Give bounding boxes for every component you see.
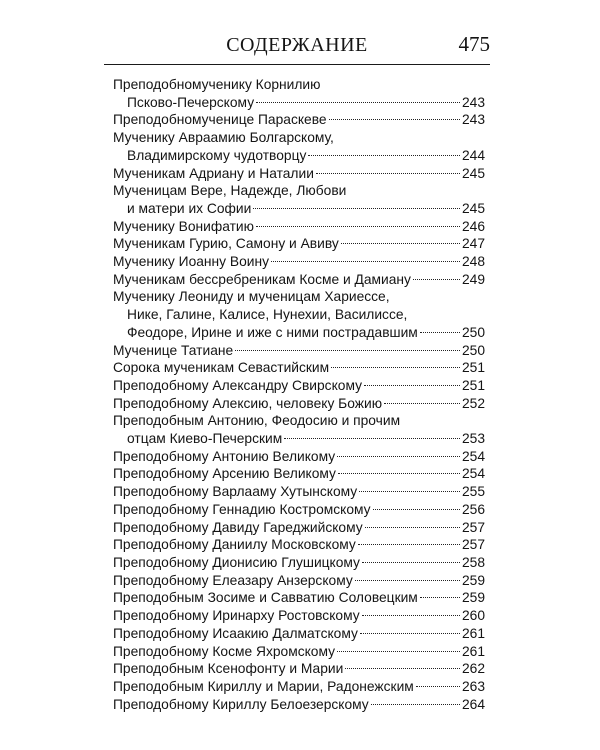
toc-entry-page: 245: [461, 165, 485, 181]
toc-entry-line: [113, 111, 485, 129]
dot-leader: [358, 544, 460, 545]
dot-leader: [384, 403, 460, 404]
toc-entry-title: Преподобномученице Параскеве: [113, 112, 327, 128]
toc-entry-line: [113, 253, 485, 271]
toc-entry-title: Преподобным Зосиме и Савватию Соловецким: [113, 590, 418, 606]
page-header: [104, 26, 490, 62]
toc-entry: [113, 536, 485, 554]
toc-entry: [113, 660, 485, 678]
toc-entry-title: Преподобному Кириллу Белоезерскому: [113, 696, 369, 712]
toc-entry-line: [113, 324, 485, 342]
toc-entry-line: [113, 412, 485, 430]
toc-entry-title: Преподобному Геннадию Костромскому: [113, 501, 371, 517]
toc-entry: [113, 182, 485, 217]
toc-entry: [113, 554, 485, 572]
toc-entry: [113, 359, 485, 377]
toc-entry: [113, 678, 485, 696]
dot-leader: [420, 332, 460, 333]
toc-entry-line: [113, 483, 485, 501]
toc-entry-title: Преподобному Арсению Великому: [113, 466, 336, 482]
toc-entry: [113, 395, 485, 413]
toc-entry-page: 243: [461, 112, 485, 128]
toc-entry-line: [113, 448, 485, 466]
toc-entry-line: [113, 589, 485, 607]
toc-entry: [113, 607, 485, 625]
toc-entry-page: 260: [461, 608, 485, 624]
toc-entry-page: 258: [461, 554, 485, 570]
toc-entry-line: [113, 359, 485, 377]
toc-entry-title: Преподобному Алексию, человеку Божию: [113, 395, 383, 411]
toc-entry: [113, 589, 485, 607]
toc-entry: [113, 111, 485, 129]
toc-entry: [113, 483, 485, 501]
toc-entry-line: [113, 94, 485, 112]
dot-leader: [359, 491, 460, 492]
toc-entry: [113, 519, 485, 537]
toc-entry: [113, 76, 485, 111]
dot-leader: [355, 580, 460, 581]
toc-entry-title: Мученику Вонифатию: [113, 218, 254, 234]
toc-entry-line: [113, 465, 485, 483]
dot-leader: [253, 208, 460, 209]
toc-entry-title: Преподобному Дионисию Глушицкому: [113, 554, 360, 570]
toc-entry-title: Мученикам Адриану и Наталии: [113, 165, 314, 181]
toc-entry: [113, 342, 485, 360]
toc-entry-title: Преподобному Елеазару Анзерскому: [113, 572, 353, 588]
toc-entry: [113, 572, 485, 590]
toc-entry-page: 255: [461, 484, 485, 500]
toc-entry-line: [113, 306, 485, 324]
toc-entry-page: 247: [461, 236, 485, 252]
dot-leader: [284, 438, 460, 439]
toc-entry-page: 252: [461, 395, 485, 411]
toc-entry-line: [113, 235, 485, 253]
dot-leader: [373, 509, 460, 510]
toc-entry-line: [113, 572, 485, 590]
dot-leader: [256, 226, 460, 227]
toc-entry-title: Преподобному Даниилу Московскому: [113, 537, 356, 553]
toc-entry-title: Преподобному Александру Свирскому: [113, 377, 362, 393]
dot-leader: [329, 119, 460, 120]
toc-entry-line: [113, 76, 485, 94]
toc-entry: [113, 501, 485, 519]
toc-entry: [113, 235, 485, 253]
toc-entry-title: Мученице Татиане: [113, 342, 234, 358]
toc-entry-line: [113, 288, 485, 306]
toc-entry-line: [113, 678, 485, 696]
toc-entry: [113, 271, 485, 289]
toc-entry-page: 248: [461, 254, 485, 270]
toc-entry-line: [113, 271, 485, 289]
toc-entry-title: и матери их Софии: [127, 200, 252, 216]
dot-leader: [337, 456, 460, 457]
toc-entry-line: [113, 536, 485, 554]
toc-entry-title: Псково-Печерскому: [127, 94, 255, 110]
toc-entry-page: 253: [461, 431, 485, 447]
dot-leader: [338, 473, 460, 474]
dot-leader: [271, 261, 460, 262]
toc-entry: [113, 165, 485, 183]
toc-entry-line: [113, 377, 485, 395]
dot-leader: [308, 155, 460, 156]
table-of-contents: [113, 76, 485, 713]
toc-entry-title: Преподобным Кириллу и Марии, Радонежским: [113, 678, 414, 694]
toc-entry: [113, 129, 485, 164]
dot-leader: [316, 173, 460, 174]
dot-leader: [360, 633, 460, 634]
toc-entry-line: [113, 218, 485, 236]
toc-entry-line: [113, 342, 485, 360]
header-rule: [104, 64, 490, 65]
page-number: 475: [458, 32, 490, 56]
toc-entry: [113, 218, 485, 236]
toc-entry-page: 243: [461, 94, 485, 110]
dot-leader: [416, 686, 460, 687]
toc-entry-line: [113, 625, 485, 643]
toc-entry-page: 257: [461, 537, 485, 553]
toc-entry-page: 263: [461, 678, 485, 694]
toc-entry-title: отцам Киево-Печерским: [127, 431, 283, 447]
toc-entry-page: 257: [461, 519, 485, 535]
dot-leader: [365, 527, 460, 528]
toc-entry-line: [113, 165, 485, 183]
toc-entry-title: Мученику Авраамию Болгарскому,: [113, 130, 334, 146]
dot-leader: [256, 102, 460, 103]
dot-leader: [362, 562, 460, 563]
toc-entry-page: 250: [461, 342, 485, 358]
toc-entry: [113, 696, 485, 714]
dot-leader: [341, 243, 460, 244]
toc-entry-page: 249: [461, 271, 485, 287]
toc-entry-line: [113, 696, 485, 714]
toc-entry-page: 251: [461, 377, 485, 393]
toc-entry-title: Преподобному Варлааму Хутынскому: [113, 484, 358, 500]
dot-leader: [337, 651, 460, 652]
toc-entry: [113, 643, 485, 661]
toc-entry: [113, 288, 485, 341]
toc-entry-page: 244: [461, 147, 485, 163]
toc-entry-page: 264: [461, 696, 485, 712]
toc-entry-title: Преподобному Косме Яхромскому: [113, 643, 335, 659]
dot-leader: [235, 350, 460, 351]
toc-entry-page: 256: [461, 501, 485, 517]
toc-entry-title: Преподобному Иринарху Ростовскому: [113, 608, 360, 624]
toc-entry-line: [113, 643, 485, 661]
toc-entry-page: 254: [461, 448, 485, 464]
toc-entry-title: Преподобному Давиду Гареджийскому: [113, 519, 363, 535]
dot-leader: [413, 279, 460, 280]
toc-entry-title: Нике, Галине, Калисе, Нунехии, Василиссе,: [127, 307, 408, 323]
toc-entry-line: [113, 607, 485, 625]
toc-entry-title: Владимирскому чудотворцу: [127, 147, 307, 163]
toc-entry-page: 254: [461, 466, 485, 482]
toc-entry-line: [113, 147, 485, 165]
toc-entry-page: 261: [461, 643, 485, 659]
toc-entry-page: 245: [461, 200, 485, 216]
toc-entry-line: [113, 554, 485, 572]
toc-entry-title: Мученицам Вере, Надежде, Любови: [113, 183, 347, 199]
toc-entry-title: Мученикам Гурию, Самону и Авиву: [113, 236, 339, 252]
toc-entry: [113, 377, 485, 395]
toc-entry-title: Преподобномученику Корнилию: [113, 77, 321, 92]
toc-entry-line: [113, 660, 485, 678]
toc-entry-line: [113, 395, 485, 413]
dot-leader: [420, 597, 460, 598]
toc-entry-line: [113, 501, 485, 519]
toc-entry-title: Феодоре, Ирине и иже с ними пострадавшим: [127, 324, 418, 340]
toc-entry-line: [113, 182, 485, 200]
toc-entry-page: 262: [461, 661, 485, 677]
toc-entry-line: [113, 200, 485, 218]
toc-entry-title: Мученику Иоанну Воину: [113, 254, 269, 270]
section-title: СОДЕРЖАНИЕ: [226, 34, 368, 56]
toc-entry-page: 251: [461, 360, 485, 376]
toc-entry-page: 259: [461, 590, 485, 606]
toc-entry: [113, 625, 485, 643]
toc-entry-page: 259: [461, 572, 485, 588]
toc-entry-title: Преподобному Исаакию Далматскому: [113, 625, 358, 641]
dot-leader: [345, 668, 460, 669]
toc-entry-title: Мученикам бессребреникам Косме и Дамиану: [113, 271, 411, 287]
toc-entry-line: [113, 129, 485, 147]
toc-entry-page: 246: [461, 218, 485, 234]
toc-entry: [113, 448, 485, 466]
dot-leader: [331, 367, 460, 368]
toc-entry-page: 261: [461, 625, 485, 641]
dot-leader: [364, 385, 460, 386]
toc-entry: [113, 253, 485, 271]
toc-entry-line: [113, 519, 485, 537]
dot-leader: [371, 704, 460, 705]
toc-entry-title: Преподобным Антонию, Феодосию и прочим: [113, 413, 401, 429]
toc-entry-title: Сорока мученикам Севастийским: [113, 360, 330, 376]
toc-entry: [113, 465, 485, 483]
toc-entry-title: Преподобным Ксенофонту и Марии: [113, 661, 344, 677]
toc-entry-page: 250: [461, 324, 485, 340]
toc-entry-title: Преподобному Антонию Великому: [113, 448, 336, 464]
dot-leader: [362, 615, 460, 616]
toc-entry-line: [113, 430, 485, 448]
toc-entry: [113, 412, 485, 447]
toc-entry-title: Мученику Леониду и мученицам Хариессе,: [113, 289, 390, 305]
